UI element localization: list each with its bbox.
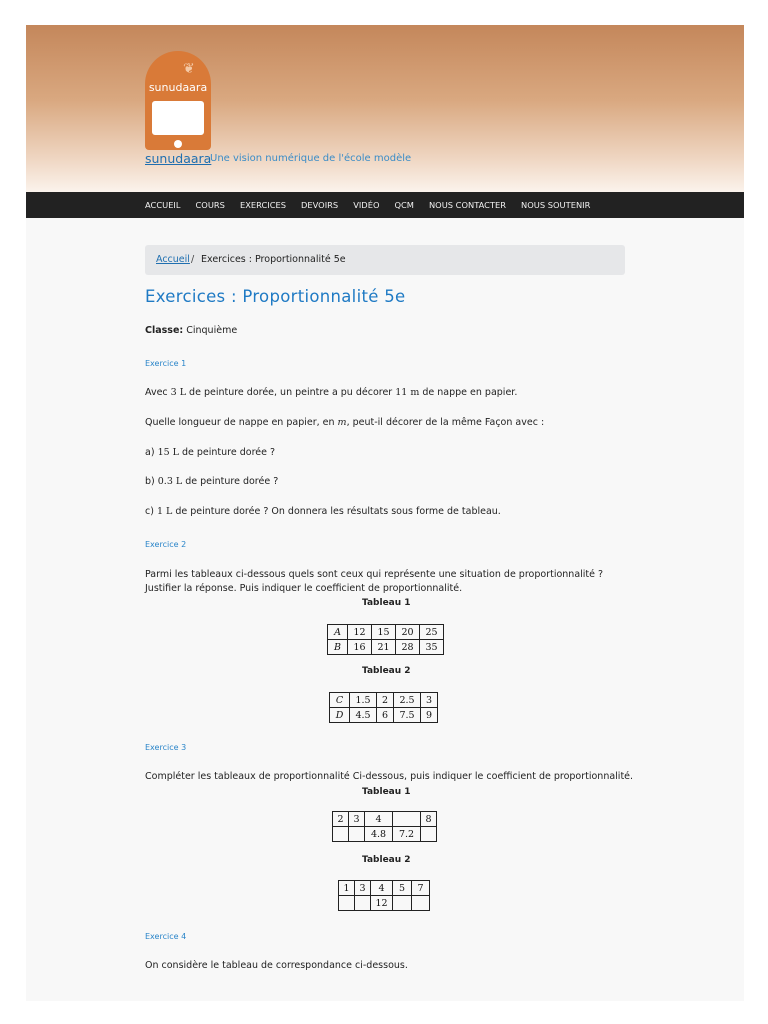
- table-cell: [393, 812, 421, 827]
- site-logo[interactable]: [145, 51, 211, 150]
- nav-item-exercices[interactable]: EXERCICES: [239, 200, 287, 210]
- table-cell: [349, 827, 365, 842]
- table-row: [333, 812, 437, 827]
- table-cell: C: [330, 693, 350, 708]
- table-cell: 3: [421, 693, 438, 708]
- math-15L: 15 L: [157, 447, 179, 458]
- exercise-2-table-2-caption: Tableau 2: [362, 666, 411, 676]
- table-cell: 2: [333, 812, 349, 827]
- math-0.3L: 0.3 L: [157, 476, 183, 487]
- page-frame: [26, 25, 744, 1001]
- exercise-1-question-b: [145, 476, 278, 487]
- table-cell: 35: [420, 640, 444, 655]
- exercise-1-line-1: [145, 387, 517, 398]
- exercise-3-table-1-caption: Tableau 1: [362, 787, 411, 797]
- table-cell: 4: [371, 881, 393, 896]
- table-cell: 3: [355, 881, 371, 896]
- logo-text: sunudaara: [148, 81, 208, 94]
- table-row: [328, 625, 444, 640]
- exercise-1-line-2: [145, 417, 544, 428]
- exercise-4-text: On considère le tableau de correspondance ci-dessous.: [145, 960, 408, 971]
- leaf-icon: ❦: [183, 61, 195, 77]
- breadcrumb-separator: /: [191, 254, 195, 265]
- table-cell: 28: [396, 640, 420, 655]
- table-row: [339, 881, 430, 896]
- text-run: Quelle longueur de nappe en papier, en: [145, 417, 338, 428]
- table-cell: 7.5: [394, 708, 421, 723]
- exercise-3-text: Compléter les tableaux de proportionnalité Ci-dessous, puis indiquer le coefficient de proportionnalité.: [145, 771, 634, 782]
- table-row: [328, 640, 444, 655]
- table-cell: 12: [371, 896, 393, 911]
- math-1L: 1 L: [156, 506, 173, 517]
- table-cell: 9: [421, 708, 438, 723]
- classe-value: Cinquième: [186, 325, 238, 336]
- table-row: [339, 896, 430, 911]
- table-cell: 2: [377, 693, 394, 708]
- table-cell: A: [328, 625, 348, 640]
- exercise-3-title: Exercice 3: [145, 743, 187, 752]
- table-cell: 7.2: [393, 827, 421, 842]
- breadcrumb-current: Exercices : Proportionnalité 5e: [201, 254, 346, 265]
- home-button-icon: [174, 140, 182, 148]
- exercise-1-question-c: [145, 506, 501, 517]
- text-run: Avec: [145, 387, 171, 398]
- table-cell: 1.5: [350, 693, 377, 708]
- table-cell: 7: [412, 881, 430, 896]
- breadcrumb-home-link[interactable]: Accueil: [156, 254, 190, 265]
- text-run: de peinture dorée ?: [178, 447, 276, 458]
- table-cell: 4: [365, 812, 393, 827]
- exercise-2-text: Parmi les tableaux ci-dessous quels sont ceux qui représente une situation de proportionnalité ? Justifier la réponse. Puis indiquer le coefficient de proportionnalité.: [145, 569, 604, 594]
- page-title: Exercices : Proportionnalité 5e: [145, 287, 406, 306]
- table-cell: [421, 827, 437, 842]
- exercise-1-title: Exercice 1: [145, 359, 187, 368]
- nav-item-video[interactable]: VIDÉO: [353, 200, 380, 210]
- nav-item-soutenir[interactable]: NOUS SOUTENIR: [521, 200, 591, 210]
- table-cell: 16: [348, 640, 372, 655]
- classe-line: [145, 325, 237, 336]
- table-cell: [339, 896, 355, 911]
- text-run: c): [145, 506, 157, 517]
- tablet-screen-icon: [152, 101, 204, 135]
- table-cell: 4.8: [365, 827, 393, 842]
- table-cell: 21: [372, 640, 396, 655]
- text-run: a): [145, 447, 158, 458]
- text-run: de peinture dorée ?: [182, 476, 279, 487]
- exercise-2-table-1-caption: Tableau 1: [362, 598, 411, 608]
- table-cell: [412, 896, 430, 911]
- math-11m: 11 m: [395, 387, 420, 398]
- table-row: [333, 827, 437, 842]
- table-row: [330, 708, 438, 723]
- table-cell: 3: [349, 812, 365, 827]
- math-3L: 3 L: [170, 387, 187, 398]
- table-cell: 5: [393, 881, 412, 896]
- exercise-1-question-a: [145, 447, 275, 458]
- table-cell: 20: [396, 625, 420, 640]
- nav-item-contact[interactable]: NOUS CONTACTER: [428, 200, 507, 210]
- nav-item-qcm[interactable]: QCM: [394, 200, 414, 210]
- main-nav: [26, 192, 744, 218]
- table-cell: 8: [421, 812, 437, 827]
- text-run: , peut-il décorer de la même Façon avec :: [346, 417, 545, 428]
- classe-label: Classe:: [145, 325, 184, 336]
- exercise-2-table-2: [329, 692, 438, 723]
- table-cell: [355, 896, 371, 911]
- table-cell: 4.5: [350, 708, 377, 723]
- table-cell: [333, 827, 349, 842]
- math-m: m: [337, 417, 347, 428]
- table-cell: D: [330, 708, 350, 723]
- table-cell: B: [328, 640, 348, 655]
- nav-item-cours[interactable]: COURS: [195, 200, 225, 210]
- exercise-2-table-1: [327, 624, 444, 655]
- nav-item-accueil[interactable]: ACCUEIL: [145, 200, 181, 210]
- site-tagline: Une vision numérique de l'école modèle: [210, 153, 412, 164]
- table-cell: 6: [377, 708, 394, 723]
- site-header: [26, 25, 744, 192]
- exercise-2-title: Exercice 2: [145, 540, 187, 549]
- exercise-3-table-2-caption: Tableau 2: [362, 855, 411, 865]
- table-cell: [393, 896, 412, 911]
- text-run: b): [145, 476, 158, 487]
- breadcrumb: [145, 245, 625, 275]
- site-name-link[interactable]: sunudaara: [145, 151, 212, 166]
- exercise-3-table-1: [332, 811, 437, 842]
- table-cell: 1: [339, 881, 355, 896]
- table-cell: 2.5: [394, 693, 421, 708]
- text-run: de peinture dorée, un peintre a pu décorer: [186, 387, 396, 398]
- exercise-4-title: Exercice 4: [145, 932, 187, 941]
- table-cell: 12: [348, 625, 372, 640]
- nav-item-devoirs[interactable]: DEVOIRS: [301, 200, 339, 210]
- text-run: de peinture dorée ? On donnera les résultats sous forme de tableau.: [172, 506, 501, 517]
- table-row: [330, 693, 438, 708]
- table-cell: 25: [420, 625, 444, 640]
- exercise-3-table-2: [338, 880, 430, 911]
- table-cell: 15: [372, 625, 396, 640]
- text-run: de nappe en papier.: [419, 387, 518, 398]
